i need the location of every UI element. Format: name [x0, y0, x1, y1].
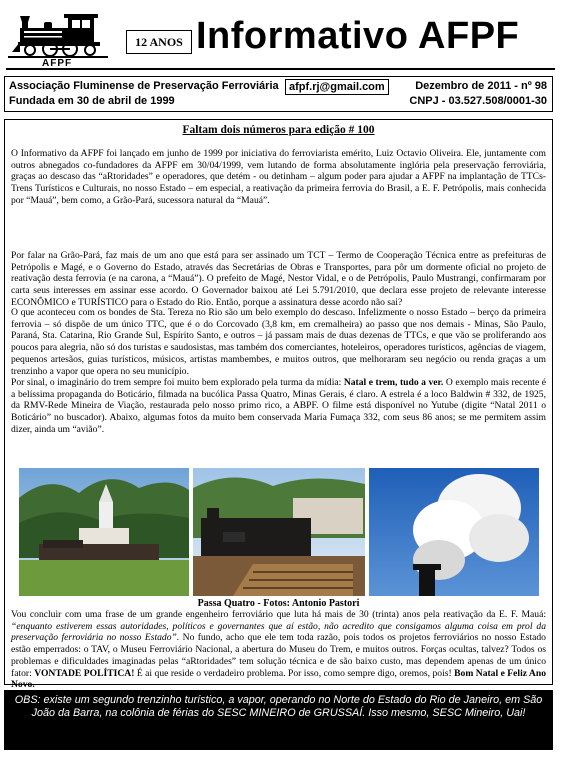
logo-text: AFPF [42, 58, 73, 69]
article-paragraph-2: Por falar na Grão-Pará, faz mais de um ano que está para ser assinado um TCT – Termo de Cooperação Técnica entre as prefeituras de Petrópolis e Magé, e o Governo do Estado, através das Secretárias de Obras e Transportes, para pôr um dormente oficial no projeto de reativação desta ferrovia (e na carona, a “Mauá”). O prefeito de Magé, Nestor Vidal, e o de Petrópolis, Paulo Mustrangi, confirmaram por carta seus interesses em assinar esse acordo. O Governador baixou até Lei 5.791/2010, que declara esse projeto de relevante interesse ECONÔMICO e TURÍSTICO para o Estado do Rio. Então, porque a assinatura desse acordo não sai? [11, 250, 546, 308]
holiday-greeting: Bom Natal e Feliz Ano Novo. [11, 667, 546, 691]
conclusion-intro: Vou concluir com uma frase de um grande engenheiro ferroviário que luta há mais de 30 (trinta) anos pela reativação da E. F. Mauá: [11, 609, 546, 620]
engineer-quote: “enquanto estiverem essas autoridades, políticos e governantes que aí estão, não acredito que consigamos alguma coisa em prol da preservação ferroviária no nosso Estado”. [11, 620, 546, 644]
obs-line-1: OBS: existe um segundo trenzinho turístico, a vapor, operando no Norte do Estado do Rio de Janeiro, em São [14, 694, 543, 706]
afpf-logo [6, 6, 116, 72]
anniversary-badge: 12 ANOS [126, 30, 192, 54]
conclusion-body-2: É ai que reside o verdadeiro problema. Por isso, como sempre digo, oremos, pois! [136, 667, 452, 679]
article-paragraph-4 [11, 377, 546, 436]
publication-info-box [4, 76, 553, 112]
paragraph-4-body: O exemplo mais recente é a belíssima propaganda do Boticário, filmada na bucólica Passa Quatro, Minas Gerais, é claro. A estrela é a loco Baldwin # 332, de 1925, da RMV-Rede Mineira de Viação, restaurada pelo nosso primo rico, a ABPF. O filme está disponível no Yutube (digite “Natal 2011 o Boticário” no buscador). Abaixo, algumas fotos da muito bem conservada Maria Fumaça 332, com seus 86 anos; se me permitem assim dizer, ainda um “avião”. [11, 377, 546, 435]
header-rule [6, 68, 555, 70]
email-link[interactable]: afpf.rj@gmail.com [285, 79, 389, 95]
photo-caption: Passa Quatro - Fotos: Antonio Pastori [197, 598, 360, 609]
photo-strip [19, 468, 539, 596]
main-article [4, 119, 553, 691]
masthead-title: Informativo AFPF [196, 15, 520, 57]
article-paragraph-3: O que aconteceu com os bondes de Sta. Tereza no Rio são um belo exemplo do descaso. Infelizmente o nosso Estado – berço da primeira ferrovia – só dispõe de um único TTC, que é o do Corcovado (3,8 km, em cremalheira) ao passo que nos demais - Minas, São Paulo, Paraná, Sta. Catarina, Rio Grande Sul, Espírito Santo, e outros – já passam mais de duas dezenas de TTCs, e que vão se proliferando aos poucos para alegria, não só dos turistas e saudosistas, mas também dos comerciantes, hoteleiros, operadores turísticos, agências de viagem, pequenos artesãos, guias turísticos, músicos, artistas mambembes, e muitos outros, que melhoraram seu negócio ou renda graças a um trenzinho a vapor que opera no seu município. [11, 307, 546, 377]
photo-landscape-church [19, 468, 189, 596]
issue-date: Dezembro de 2011 - nº 98 [415, 80, 547, 92]
political-will-emphasis: VONTADE POLÍTICA! [34, 667, 135, 679]
obs-line-2: João da Barra, na colônia de férias do SESC MINEIRO de GRUSSAÍ. Isso mesmo, SESC Mineiro, Uai! [31, 707, 526, 719]
cnpj-number: CNPJ - 03.527.508/0001-30 [409, 95, 547, 107]
article-paragraph-1: O Informativo da AFPF foi lançado em junho de 1999 por iniciativa do ferroviarista emérito, Luiz Octavio Oliveira. Ele, juntamente com outros abnegados co-fundadores da AFPF em 30/04/1999, vem lutando de forma absolutamente inglória pela preservação ferroviária, graças ao descaso das “aRtoridades” e operadores, que detém - ou detinham – algum poder para ajudar a AFPF na implantação de TTCs-Trens Turísticos e Culturais, no nosso Estado – em especial, a reativação da primeira ferrovia do Brasil, a E. F. Petrópolis, mais conhecida por “Mauá”, bem como, a Grão-Pará, sucessora natural da “Mauá”. [11, 148, 546, 206]
paragraph-4-highlight: Natal e trem, tudo a ver. [343, 377, 444, 388]
association-name: Associação Fluminense de Preservação Ferroviária [9, 80, 279, 92]
obs-banner [4, 690, 553, 750]
header [6, 6, 555, 72]
founding-date: Fundada em 30 de abril de 1999 [9, 95, 175, 107]
photo-locomotive-332 [193, 468, 365, 596]
article-title: Faltam dois números para edição # 100 [182, 124, 375, 136]
article-paragraph-conclusion [11, 609, 546, 691]
photo-smoke-plume [369, 468, 539, 596]
paragraph-4-intro: Por sinal, o imaginário do trem sempre foi muito bem explorado pela turma da mídia: [11, 377, 342, 388]
conclusion-body: No fundo, acho que ele tem toda razão, pois todos os projetos ferroviários no nosso Estado estão emperrados: o TAV, o Museu Ferroviário Nacional, a abertura do Museu do Trem, e muitos outros. Forças ocultas, talvez? Todos os problemas e dificuldades imaginadas pelas “aRtoridades” tem solução técnica e de são baixo custo, mas dependem apenas de um único fator: [11, 632, 546, 679]
